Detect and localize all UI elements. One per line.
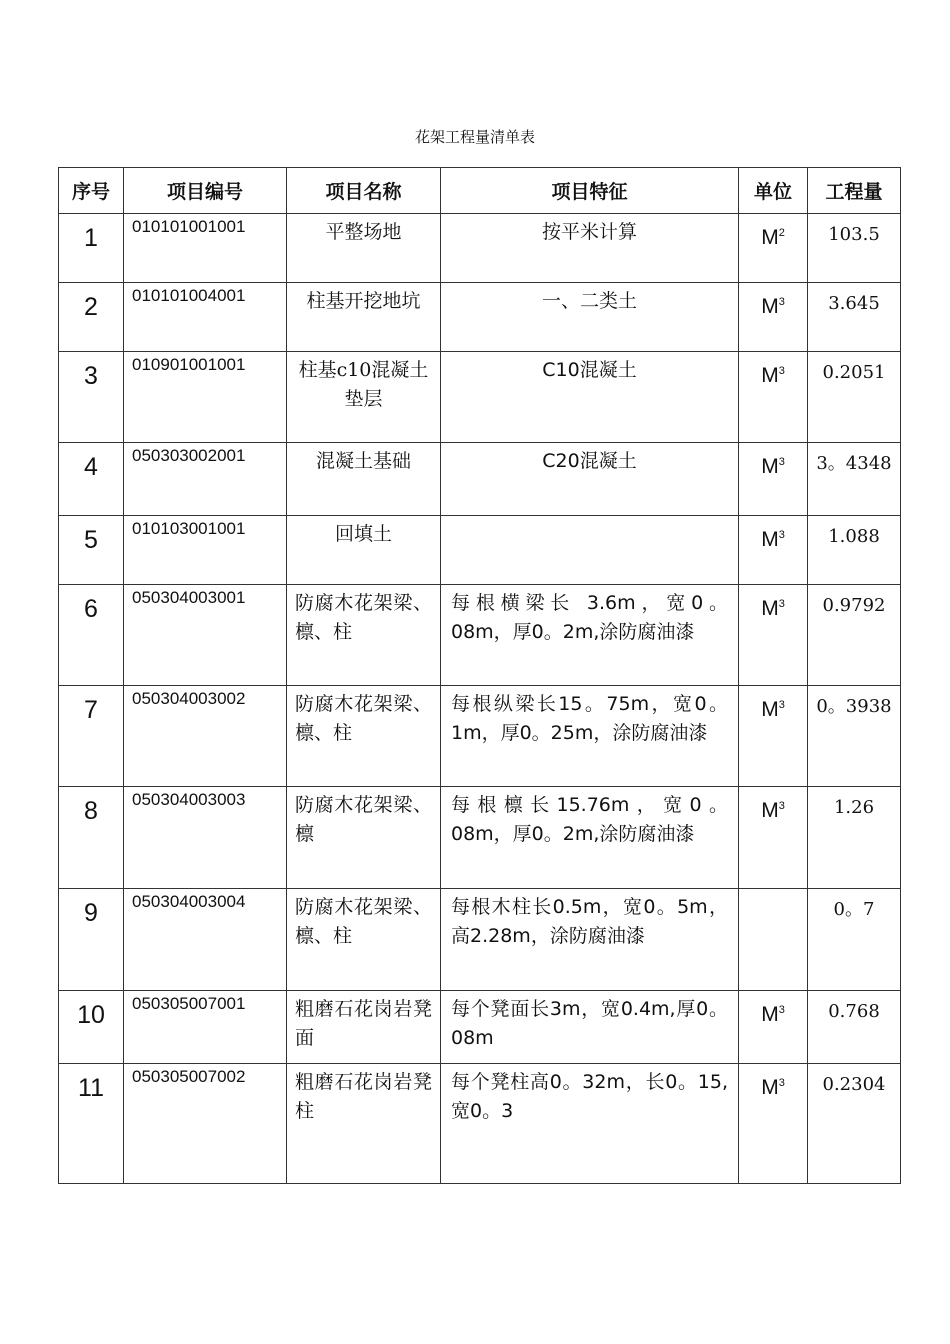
row-unit bbox=[739, 787, 808, 889]
row-feature: 每个凳柱高0。32m，长0。15,宽0。3 bbox=[441, 1064, 739, 1184]
unit-exponent: 3 bbox=[778, 1004, 785, 1016]
row-quantity: 0.9792 bbox=[808, 585, 901, 686]
row-code: 050305007002 bbox=[124, 1064, 287, 1184]
row-feature: 每根纵梁长15。75m，宽0。1m，厚0。25m，涂防腐油漆 bbox=[441, 686, 739, 787]
row-no: 2 bbox=[59, 283, 124, 352]
row-unit bbox=[739, 443, 808, 516]
row-no: 11 bbox=[59, 1064, 124, 1184]
unit-exponent: 3 bbox=[778, 529, 785, 541]
header-name: 项目名称 bbox=[287, 168, 441, 214]
table-row bbox=[59, 214, 901, 283]
header-unit: 单位 bbox=[739, 168, 808, 214]
row-feature: 每个凳面长3m，宽0.4m,厚0。08m bbox=[441, 991, 739, 1064]
table-row bbox=[59, 283, 901, 352]
document-title: 花架工程量清单表 bbox=[414, 128, 535, 146]
row-feature: 按平米计算 bbox=[441, 214, 739, 283]
row-code: 010101004001 bbox=[124, 283, 287, 352]
unit-exponent: 2 bbox=[778, 227, 785, 239]
row-name: 混凝土基础 bbox=[287, 443, 441, 516]
unit-base: M bbox=[761, 528, 779, 551]
row-quantity: 0。3938 bbox=[808, 686, 901, 787]
row-no: 8 bbox=[59, 787, 124, 889]
unit-base: M bbox=[761, 799, 779, 822]
row-quantity: 3.645 bbox=[808, 283, 901, 352]
row-no: 7 bbox=[59, 686, 124, 787]
row-name: 防腐木花架梁、檩、柱 bbox=[287, 889, 441, 991]
table-row bbox=[59, 443, 901, 516]
row-unit bbox=[739, 283, 808, 352]
row-unit bbox=[739, 516, 808, 585]
row-quantity: 1.088 bbox=[808, 516, 901, 585]
row-feature: 每根檩长15.76m，宽0。08m，厚0。2m,涂防腐油漆 bbox=[441, 787, 739, 889]
unit-base: M bbox=[761, 698, 779, 721]
row-quantity: 0.2051 bbox=[808, 352, 901, 443]
row-quantity: 103.5 bbox=[808, 214, 901, 283]
header-code: 项目编号 bbox=[124, 168, 287, 214]
unit-base: M bbox=[761, 295, 779, 318]
header-quantity: 工程量 bbox=[808, 168, 901, 214]
row-name: 粗磨石花岗岩凳柱 bbox=[287, 1064, 441, 1184]
row-name: 回填土 bbox=[287, 516, 441, 585]
row-name: 防腐木花架梁、檩 bbox=[287, 787, 441, 889]
row-name: 柱基开挖地坑 bbox=[287, 283, 441, 352]
row-name: 防腐木花架梁、檩、柱 bbox=[287, 686, 441, 787]
table-row bbox=[59, 516, 901, 585]
unit-exponent: 3 bbox=[778, 1077, 785, 1089]
unit-exponent: 3 bbox=[778, 365, 785, 377]
unit-base: M bbox=[761, 226, 779, 249]
row-unit bbox=[739, 1064, 808, 1184]
row-code: 010103001001 bbox=[124, 516, 287, 585]
row-name: 粗磨石花岗岩凳面 bbox=[287, 991, 441, 1064]
row-feature: C10混凝土 bbox=[441, 352, 739, 443]
row-quantity: 0.2304 bbox=[808, 1064, 901, 1184]
row-unit bbox=[739, 889, 808, 991]
row-feature: 每根木柱长0.5m，宽0。5m，高2.28m，涂防腐油漆 bbox=[441, 889, 739, 991]
row-name: 防腐木花架梁、檩、柱 bbox=[287, 585, 441, 686]
unit-exponent: 3 bbox=[778, 800, 785, 812]
unit-base: M bbox=[761, 455, 779, 478]
row-no: 5 bbox=[59, 516, 124, 585]
row-quantity: 0.768 bbox=[808, 991, 901, 1064]
table-row bbox=[59, 1064, 901, 1184]
row-no: 1 bbox=[59, 214, 124, 283]
unit-exponent: 3 bbox=[778, 296, 785, 308]
row-code: 050304003004 bbox=[124, 889, 287, 991]
table-row bbox=[59, 585, 901, 686]
row-no: 3 bbox=[59, 352, 124, 443]
row-quantity: 3。4348 bbox=[808, 443, 901, 516]
row-no: 10 bbox=[59, 991, 124, 1064]
row-quantity: 0。7 bbox=[808, 889, 901, 991]
row-code: 050304003003 bbox=[124, 787, 287, 889]
row-code: 050304003002 bbox=[124, 686, 287, 787]
row-unit bbox=[739, 585, 808, 686]
row-name: 柱基c10混凝土垫层 bbox=[287, 352, 441, 443]
quantity-table bbox=[58, 167, 901, 1184]
row-no: 9 bbox=[59, 889, 124, 991]
row-feature: 每根横梁长 3.6m，宽0。08m，厚0。2m,涂防腐油漆 bbox=[441, 585, 739, 686]
table-row bbox=[59, 889, 901, 991]
table-row bbox=[59, 787, 901, 889]
unit-base: M bbox=[761, 1003, 779, 1026]
row-no: 4 bbox=[59, 443, 124, 516]
unit-base: M bbox=[761, 597, 779, 620]
row-code: 050303002001 bbox=[124, 443, 287, 516]
table-row bbox=[59, 991, 901, 1064]
row-feature: C20混凝土 bbox=[441, 443, 739, 516]
row-quantity: 1.26 bbox=[808, 787, 901, 889]
row-code: 050305007001 bbox=[124, 991, 287, 1064]
row-unit bbox=[739, 214, 808, 283]
header-row bbox=[59, 168, 901, 214]
unit-base: M bbox=[761, 1076, 779, 1099]
row-no: 6 bbox=[59, 585, 124, 686]
row-feature bbox=[441, 516, 739, 585]
row-unit bbox=[739, 352, 808, 443]
row-name: 平整场地 bbox=[287, 214, 441, 283]
header-no: 序号 bbox=[59, 168, 124, 214]
row-feature: 一、二类土 bbox=[441, 283, 739, 352]
table-row bbox=[59, 686, 901, 787]
unit-exponent: 3 bbox=[778, 699, 785, 711]
row-code: 010101001001 bbox=[124, 214, 287, 283]
row-unit bbox=[739, 686, 808, 787]
header-feature: 项目特征 bbox=[441, 168, 739, 214]
row-unit bbox=[739, 991, 808, 1064]
table-row bbox=[59, 352, 901, 443]
row-code: 050304003001 bbox=[124, 585, 287, 686]
unit-base: M bbox=[761, 364, 779, 387]
unit-exponent: 3 bbox=[778, 598, 785, 610]
unit-exponent: 3 bbox=[778, 456, 785, 468]
row-code: 010901001001 bbox=[124, 352, 287, 443]
